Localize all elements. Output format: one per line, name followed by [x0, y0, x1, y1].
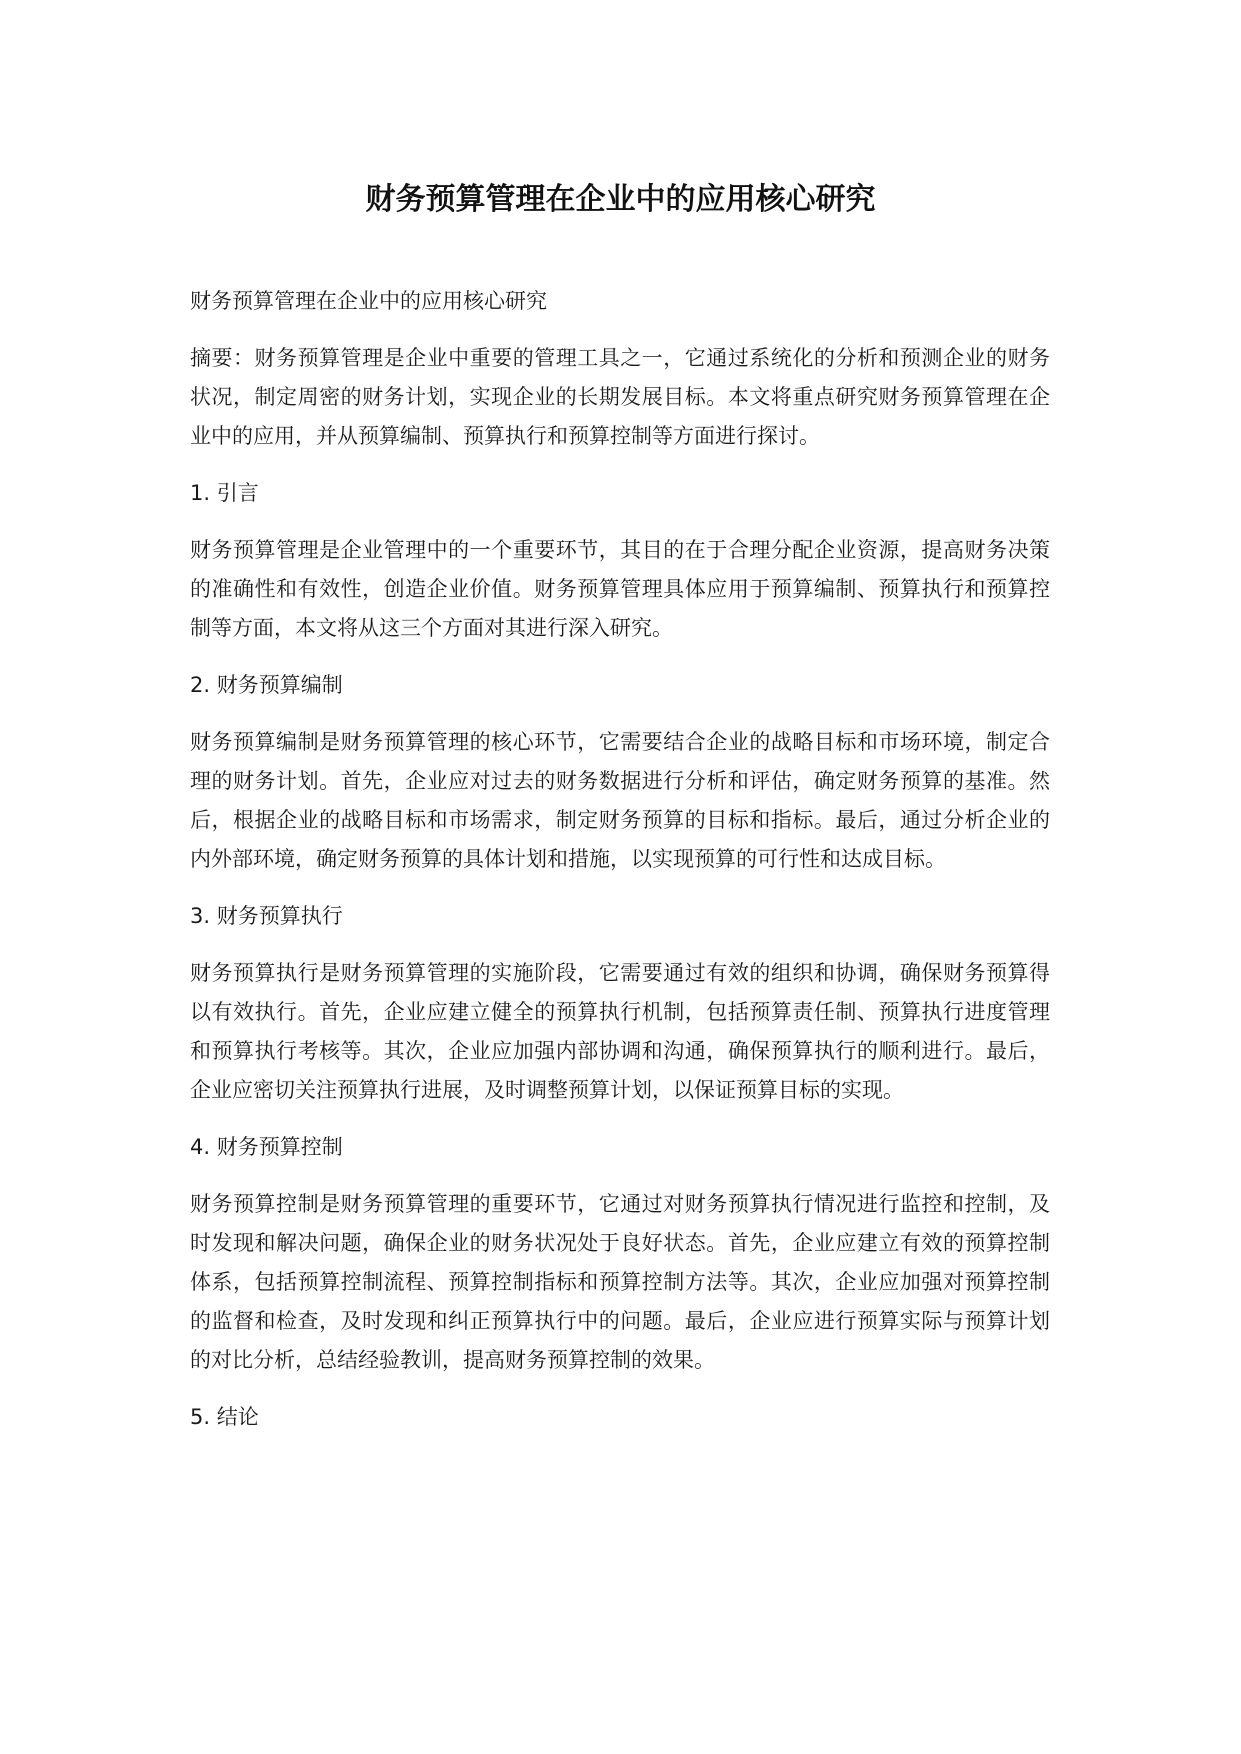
section-heading-budget-preparation: 2. 财务预算编制	[190, 673, 343, 697]
section-heading-conclusion: 5. 结论	[190, 1405, 259, 1429]
document-title: 财务预算管理在企业中的应用核心研究	[365, 182, 876, 217]
section-heading-budget-execution: 3. 财务预算执行	[190, 904, 343, 928]
document-subtitle: 财务预算管理在企业中的应用核心研究	[190, 289, 547, 313]
section-heading-budget-control: 4. 财务预算控制	[190, 1135, 343, 1159]
document-body	[190, 282, 1050, 1455]
section-body-budget-preparation: 财务预算编制是财务预算管理的核心环节，它需要结合企业的战略目标和市场环境，制定合理的财务计划。首先，企业应对过去的财务数据进行分析和评估，确定财务预算的基准。然后，根据企业的战略目标和市场需求，制定财务预算的目标和指标。最后，通过分析企业的内外部环境，确定财务预算的具体计划和措施，以实现预算的可行性和达成目标。	[190, 730, 1050, 871]
section-heading-introduction: 1. 引言	[190, 481, 259, 505]
section-body-budget-execution: 财务预算执行是财务预算管理的实施阶段，它需要通过有效的组织和协调，确保财务预算得以有效执行。首先，企业应建立健全的预算执行机制，包括预算责任制、预算执行进度管理和预算执行考核等。其次，企业应加强内部协调和沟通，确保预算执行的顺利进行。最后，企业应密切关注预算执行进展，及时调整预算计划，以保证预算目标的实现。	[190, 961, 1050, 1102]
abstract-paragraph: 摘要：财务预算管理是企业中重要的管理工具之一，它通过系统化的分析和预测企业的财务状况，制定周密的财务计划，实现企业的长期发展目标。本文将重点研究财务预算管理在企业中的应用，并从预算编制、预算执行和预算控制等方面进行探讨。	[190, 346, 1050, 448]
section-body-budget-control: 财务预算控制是财务预算管理的重要环节，它通过对财务预算执行情况进行监控和控制，及时发现和解决问题，确保企业的财务状况处于良好状态。首先，企业应建立有效的预算控制体系，包括预算控制流程、预算控制指标和预算控制方法等。其次，企业应加强对预算控制的监督和检查，及时发现和纠正预算执行中的问题。最后，企业应进行预算实际与预算计划的对比分析，总结经验教训，提高财务预算控制的效果。	[190, 1192, 1050, 1372]
section-body-introduction: 财务预算管理是企业管理中的一个重要环节，其目的在于合理分配企业资源，提高财务决策的准确性和有效性，创造企业价值。财务预算管理具体应用于预算编制、预算执行和预算控制等方面，本文将从这三个方面对其进行深入研究。	[190, 538, 1050, 640]
